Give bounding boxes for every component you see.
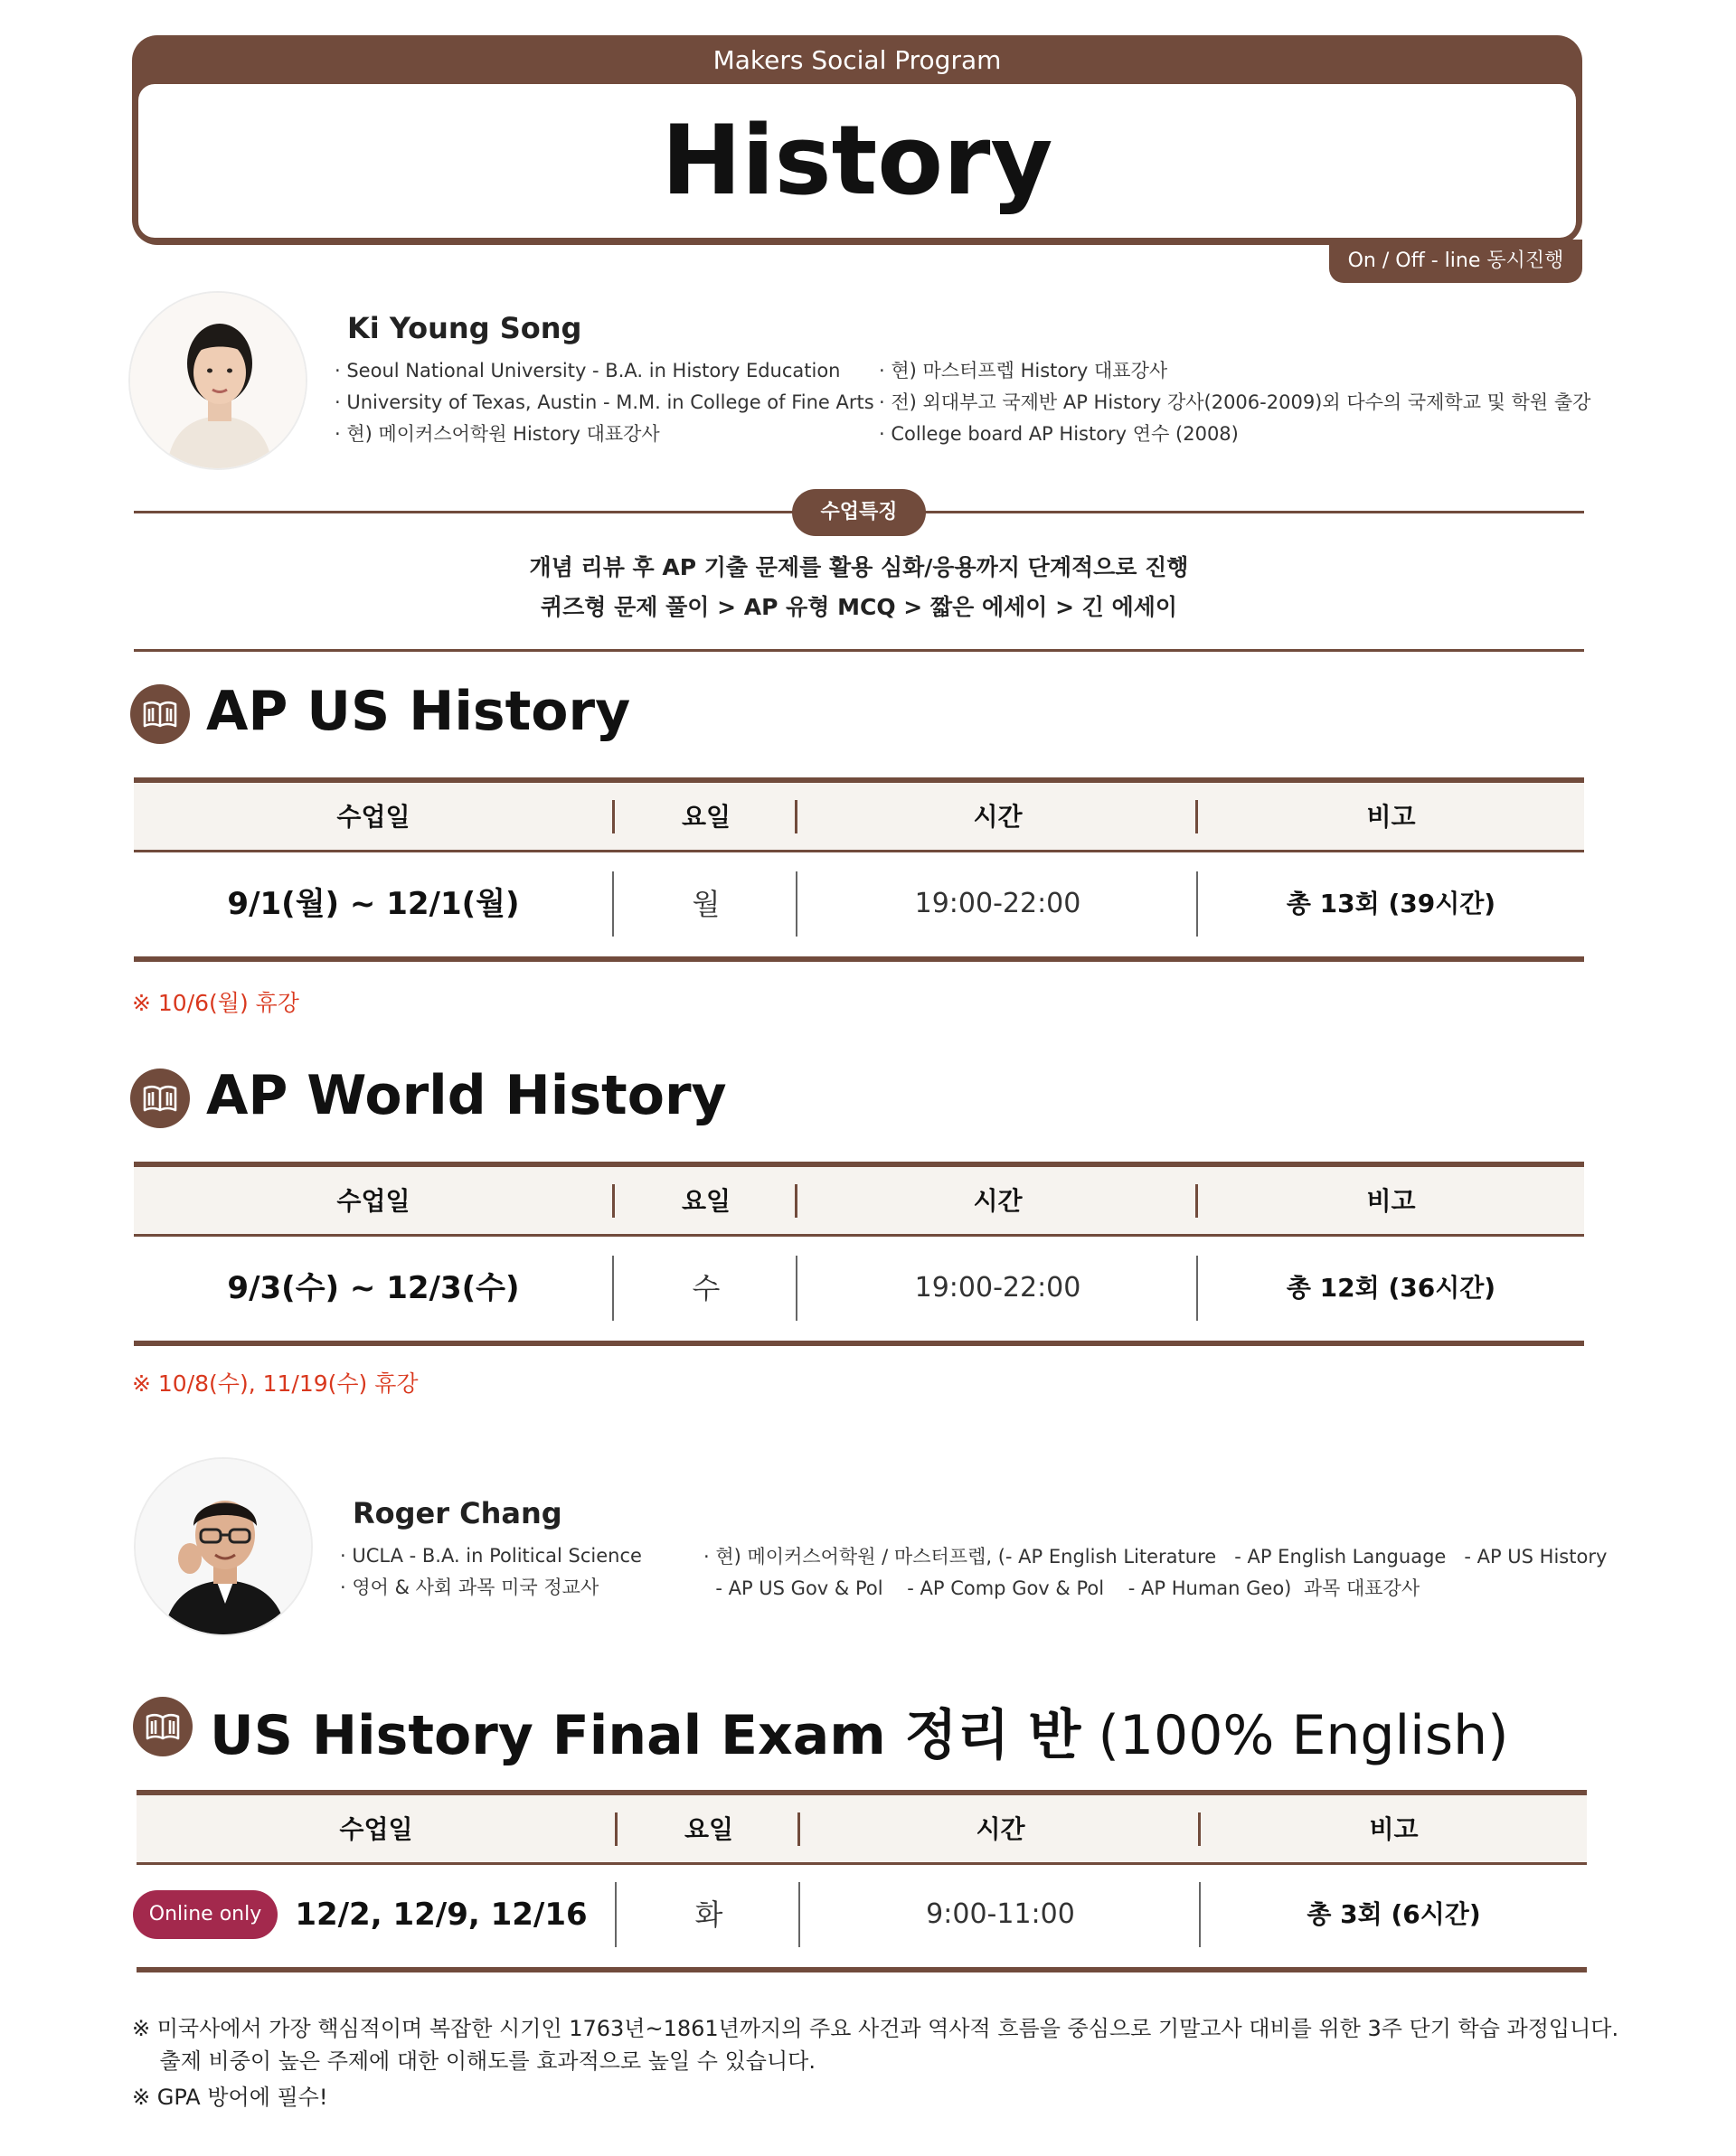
course-title-suffix: (100% English) bbox=[1080, 1704, 1509, 1767]
header-date: 수업일 bbox=[336, 802, 410, 832]
credential-line: · UCLA - B.A. in Political Science bbox=[340, 1545, 642, 1567]
column-separator bbox=[1198, 1812, 1201, 1846]
credential-line: · 전) 외대부고 국제반 AP History 강사(2006-2009)외 다수의 국제학교 및 학원 출강 bbox=[879, 391, 1591, 413]
column-separator bbox=[795, 1184, 797, 1218]
course-title bbox=[210, 1692, 1509, 1770]
header-note: 비고 bbox=[1366, 1186, 1416, 1216]
cell-note: 총 12회 (36시간) bbox=[1286, 1273, 1496, 1303]
column-separator bbox=[1196, 1256, 1198, 1321]
credential-line: · College board AP History 연수 (2008) bbox=[879, 423, 1239, 445]
header-time: 시간 bbox=[973, 802, 1023, 832]
footer-line: ※ 미국사에서 가장 핵심적이며 복잡한 시기인 1763년~1861년까지의 주요 사건과 역사적 흐름을 중심으로 기말고사 대비를 위한 3주 단기 학습 과정입니다. bbox=[132, 2016, 1619, 2041]
course-title: AP World History bbox=[206, 1064, 727, 1127]
cell-note: 총 13회 (39시간) bbox=[1286, 889, 1496, 918]
cell-date: 9/3(수) ~ 12/3(수) bbox=[227, 1270, 520, 1306]
closure-note: ※ 10/8(수), 11/19(수) 휴강 bbox=[132, 1370, 419, 1397]
teacher-avatar bbox=[128, 291, 307, 470]
book-icon bbox=[130, 1069, 190, 1128]
credential-line: - AP US Gov & Pol - AP Comp Gov & Pol - AP Human Geo) 과목 대표강사 bbox=[703, 1577, 1420, 1599]
feature-line: 개념 리뷰 후 AP 기출 문제를 활용 심화/응용까지 단계적으로 진행 bbox=[529, 554, 1189, 580]
cell-time: 19:00-22:00 bbox=[914, 888, 1081, 919]
footer-line: ※ GPA 방어에 필수! bbox=[132, 2085, 328, 2110]
page-title: History bbox=[661, 105, 1053, 216]
table-bottom-rule bbox=[137, 1967, 1587, 1972]
footer-notes bbox=[132, 2012, 1618, 2114]
header-date: 수업일 bbox=[336, 1186, 410, 1216]
column-separator bbox=[1195, 1184, 1198, 1218]
book-icon bbox=[130, 684, 190, 744]
course-title: AP US History bbox=[206, 680, 631, 743]
column-separator bbox=[612, 871, 614, 937]
column-separator bbox=[615, 1882, 617, 1947]
credential-line: · Seoul National University - B.A. in History Education bbox=[335, 360, 841, 381]
cell-day: 월 bbox=[692, 887, 721, 921]
teacher-avatar bbox=[134, 1457, 313, 1636]
teacher-name: Roger Chang bbox=[353, 1496, 562, 1530]
column-separator bbox=[798, 1882, 800, 1947]
credential-line: · 현) 마스터프렙 History 대표강사 bbox=[879, 360, 1168, 381]
course-title-main: US History Final Exam 정리 반 bbox=[210, 1704, 1081, 1767]
cell-date: 9/1(월) ~ 12/1(월) bbox=[227, 886, 520, 922]
program-label: Makers Social Program bbox=[712, 45, 1002, 75]
column-separator bbox=[1199, 1882, 1201, 1947]
teacher-credentials-left bbox=[340, 1540, 642, 1604]
table-header-rule bbox=[134, 1234, 1584, 1237]
column-separator bbox=[612, 800, 615, 833]
cell-time: 9:00-11:00 bbox=[926, 1898, 1075, 1930]
column-separator bbox=[612, 1184, 615, 1218]
column-separator bbox=[796, 871, 797, 937]
teacher-credentials-left bbox=[335, 355, 874, 450]
cell-note: 총 3회 (6시간) bbox=[1307, 1899, 1481, 1929]
header-day: 요일 bbox=[681, 802, 731, 832]
teacher-name: Ki Young Song bbox=[347, 311, 582, 345]
online-only-badge: Online only bbox=[133, 1890, 278, 1939]
closure-note: ※ 10/6(월) 휴강 bbox=[132, 990, 299, 1016]
column-separator bbox=[795, 800, 797, 833]
feature-line: 퀴즈형 문제 풀이 > AP 유형 MCQ > 짧은 에세이 > 긴 에세이 bbox=[540, 594, 1178, 620]
credential-line: · 현) 메이커스어학원 / 마스터프렙, (- AP English Literature - AP English Language - AP US History bbox=[703, 1546, 1608, 1568]
column-separator bbox=[615, 1812, 618, 1846]
header-note: 비고 bbox=[1366, 802, 1416, 832]
cell-time: 19:00-22:00 bbox=[914, 1272, 1081, 1304]
column-separator bbox=[612, 1256, 614, 1321]
cell-day: 수 bbox=[692, 1271, 721, 1305]
table-bottom-rule bbox=[134, 1341, 1584, 1346]
features-label: 수업특징 bbox=[792, 489, 926, 536]
mode-badge: On / Off - line 동시진행 bbox=[1329, 240, 1582, 283]
credential-line: · University of Texas, Austin - M.M. in College of Fine Arts bbox=[335, 391, 874, 413]
column-separator bbox=[797, 1812, 800, 1846]
header-date: 수업일 bbox=[339, 1814, 413, 1844]
column-separator bbox=[1195, 800, 1198, 833]
teacher-credentials-right bbox=[703, 1541, 1607, 1605]
table-bottom-rule bbox=[134, 956, 1584, 962]
footer-line: 출제 비중이 높은 주제에 대한 이해도를 효과적으로 높일 수 있습니다. bbox=[132, 2048, 816, 2074]
credential-line: · 현) 메이커스어학원 History 대표강사 bbox=[335, 423, 660, 445]
features-rule-bottom bbox=[134, 649, 1584, 652]
column-separator bbox=[1196, 871, 1198, 937]
header-time: 시간 bbox=[976, 1814, 1025, 1844]
header-day: 요일 bbox=[681, 1186, 731, 1216]
table-header-rule bbox=[134, 850, 1584, 852]
teacher-credentials-right bbox=[879, 355, 1590, 450]
header-time: 시간 bbox=[973, 1186, 1023, 1216]
column-separator bbox=[796, 1256, 797, 1321]
header-note: 비고 bbox=[1369, 1814, 1419, 1844]
table-header-rule bbox=[137, 1862, 1587, 1865]
credential-line: · 영어 & 사회 과목 미국 정교사 bbox=[340, 1577, 599, 1598]
cell-day: 화 bbox=[694, 1897, 723, 1932]
book-icon bbox=[133, 1697, 193, 1756]
cell-date: 12/2, 12/9, 12/16 bbox=[295, 1897, 588, 1933]
header-day: 요일 bbox=[684, 1814, 734, 1844]
